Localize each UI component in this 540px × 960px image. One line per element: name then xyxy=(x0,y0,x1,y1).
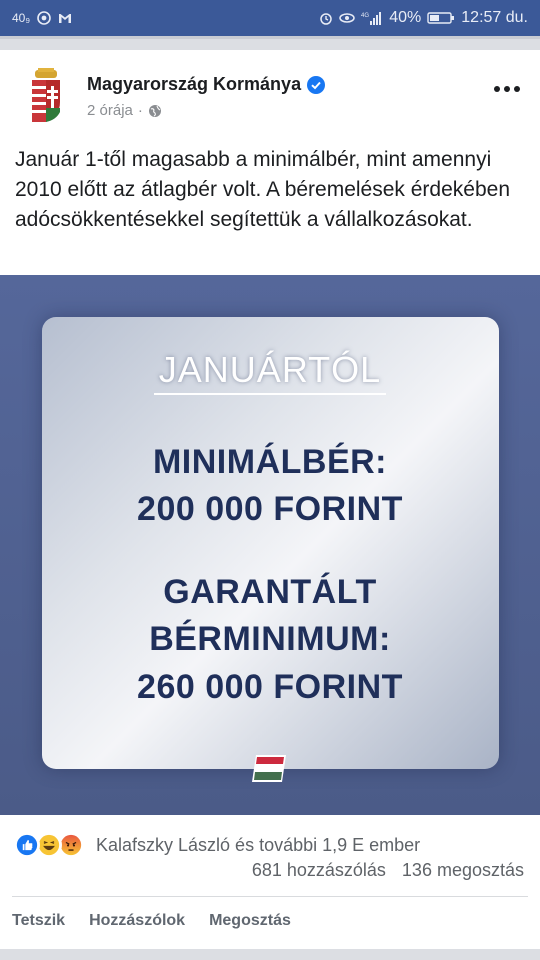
eye-icon xyxy=(339,11,355,25)
reactors-summary[interactable]: Kalafszky László és további 1,9 E ember xyxy=(96,834,421,855)
post-time[interactable]: 2 órája xyxy=(87,102,133,119)
post-image[interactable] xyxy=(0,275,540,815)
image-line-3: GARANTÁLT xyxy=(163,573,377,611)
svg-text:4G: 4G xyxy=(361,13,370,19)
share-button[interactable]: Megosztás xyxy=(209,912,291,929)
heading-underline xyxy=(154,393,386,395)
battery-icon xyxy=(427,11,455,25)
chrome-icon xyxy=(37,11,51,25)
comment-count[interactable]: 681 hozzászólás xyxy=(251,860,386,880)
comment-button[interactable]: Hozzászólok xyxy=(89,912,186,929)
like-icon xyxy=(14,832,40,858)
coat-of-arms-avatar[interactable] xyxy=(22,68,70,124)
page-name[interactable] xyxy=(87,74,325,95)
reaction-icons xyxy=(14,832,92,858)
image-line-1: MINIMÁLBÉR: xyxy=(152,443,388,481)
clock: 12:57 du. xyxy=(461,9,528,26)
share-count[interactable]: 136 megosztás xyxy=(401,860,524,880)
status-bar-left xyxy=(12,11,72,25)
alarm-icon xyxy=(319,11,333,25)
post-header xyxy=(0,64,540,134)
like-button[interactable]: Tetszik xyxy=(12,912,66,929)
page-name-text[interactable]: Magyarország Kormánya xyxy=(87,74,302,94)
engagement-counts xyxy=(252,860,524,881)
image-line-5: 260 000 FORINT xyxy=(137,668,403,706)
status-bar xyxy=(0,0,540,36)
globe-icon xyxy=(148,104,162,118)
reactions-row[interactable] xyxy=(14,830,530,860)
feed-divider xyxy=(0,36,540,50)
meta-separator: · xyxy=(137,102,143,119)
image-heading: JANUÁRTÓL xyxy=(158,349,382,390)
notification-count: 40₉ xyxy=(12,11,31,25)
action-bar xyxy=(12,912,291,930)
hungarian-flag-icon xyxy=(252,755,286,782)
battery-percent: 40% xyxy=(389,9,422,26)
separator xyxy=(12,896,528,897)
post-text: Január 1-től magasabb a minimálbér, mint amennyi 2010 előtt az átlagbér volt. A béremelések érdekében adócsökkentésekkel segítettük a vállalkozásokat. xyxy=(15,148,510,231)
signal-icon xyxy=(361,11,383,25)
gmail-icon xyxy=(58,11,72,25)
feed-divider-bottom xyxy=(0,949,540,960)
status-bar-right xyxy=(319,9,528,27)
verified-badge-icon xyxy=(307,76,325,94)
post-meta xyxy=(87,102,162,119)
more-options-icon[interactable] xyxy=(494,84,520,94)
image-line-2: 200 000 FORINT xyxy=(137,490,403,528)
image-line-4: BÉRMINIMUM: xyxy=(149,620,391,658)
